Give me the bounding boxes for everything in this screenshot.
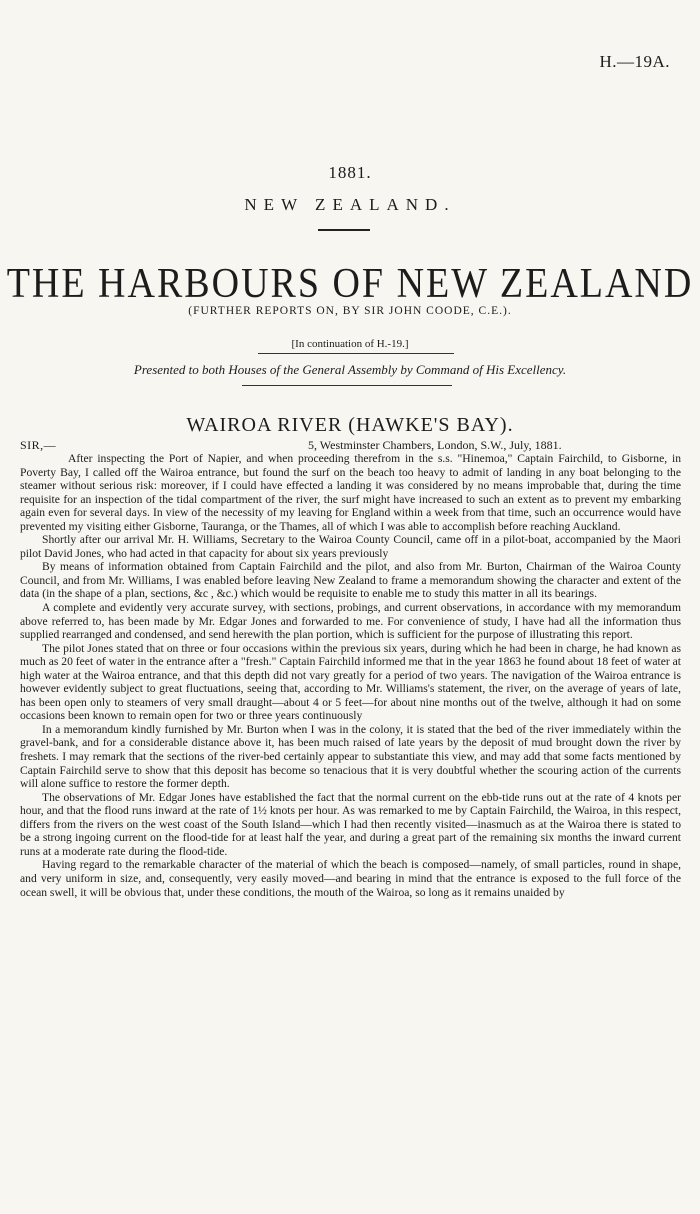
country-heading: NEW ZEALAND. xyxy=(244,195,456,214)
document-subtitle: (FURTHER REPORTS ON, BY SIR JOHN COODE, C.E.). xyxy=(188,305,512,317)
paragraph: By means of information obtained from Captain Fairchild and the pilot, and also from Mr. Burton, Chairman of the Wairoa County Council, and from Mr. Williams, I was enabled before leaving New Zealand to frame a memorandum showing the character and extent of the data (in the shape of a plan, sections, &c , &c.) which would be requisite to enable me to study this matter in all its bearings. xyxy=(20,560,681,601)
divider-upper xyxy=(258,353,454,354)
divider-short xyxy=(318,229,370,231)
section-title: WAIROA RIVER (HAWKE'S BAY). xyxy=(186,414,514,436)
paragraph: The observations of Mr. Edgar Jones have established the fact that the normal current on the ebb-tide runs out at the rate of 4 knots per hour, and that the flood runs inward at the rate of 1½ knots per hour. As was remarked to me by Captain Fairchild, the Wairoa, in this respect, differs from the rivers on the west coast of the South Island—which I had then recently visited—inasmuch as at the Wairoa there is stated to be a strong ingoing current on the flood-tide for at least half the year, and during a great part of the remaining six months the inward current runs at a moderate rate during the flood-tide. xyxy=(20,790,681,858)
page-reference: H.—19A. xyxy=(599,52,670,71)
presented-line: Presented to both Houses of the General Assembly by Command of His Excellency. xyxy=(133,362,567,377)
paragraph: Having regard to the remarkable character of the material of which the beach is composed—namely, of small particles, round in shape, and very uniform in size, and, consequently, very easily moved—and bearing in mind that the entrance is exposed to the full force of the ocean swell, it will be obvious that, under these conditions, the mouth of the Wairoa, so long as it remains unaided by xyxy=(20,858,681,899)
continuation-note: [In continuation of H.-19.] xyxy=(291,338,409,350)
publication-year: 1881. xyxy=(328,163,372,182)
paragraph: Shortly after our arrival Mr. H. Williams, Secretary to the Wairoa County Council, came off in a pilot-boat, accompanied by the Maori pilot David Jones, who had acted in that capacity for about six years previously xyxy=(20,533,681,560)
sender-address: 5, Westminster Chambers, London, S.W., July, 1881. xyxy=(308,438,562,452)
document-title: THE HARBOURS OF NEW ZEALAND xyxy=(6,260,694,308)
divider-lower xyxy=(242,385,452,386)
paragraph: After inspecting the Port of Napier, and when proceeding therefrom in the s.s. "Hinemoa," Captain Fairchild, to Gisborne, in Poverty Bay, I called off the Wairoa entrance, but found the surf on the beach too heavy to admit of landing in any boat belonging to the steamer without serious risk: moreover, if I could have effected a landing it was considered by no means improbable that, during the time requisite for an inspection of the tidal compartment of the river, the surf might have increased to such an extent as to prevent my embarking again even for several days. In view of the necessity of my leaving for England within a week from that time, such an occurrence would have prevented my visiting either Gisborne, Tauranga, or the Thames, all of which I was able to accomplish before reaching Auckland. xyxy=(20,452,681,533)
paragraph: A complete and evidently very accurate survey, with sections, probings, and current observations, in accordance with my memorandum above referred to, has been made by Mr. Edgar Jones and forwarded to me. For convenience of study, I have had all the information thus supplied rearranged and condensed, and send herewith the plan portion, which is sufficient for the purpose of illustrating this report. xyxy=(20,601,681,642)
paragraph: The pilot Jones stated that on three or four occasions within the previous six years, during which he had been in charge, he had known as much as 20 feet of water in the entrance after a "fresh." Captain Fairchild informed me that in the year 1863 he found about 18 feet of water at high water at the Wairoa entrance, and that this depth did not vary greatly for a period of two years. The navigation of the Wairoa entrance is however evidently subject to great fluctuations, seeing that, according to Mr. Williams's statement, the river, on the average of years of late, has been open only to steamers of very small draught—about 4 or 5 feet—for about nine months out of the twelve, although it had on some occasions been known to remain open for two or three years continuously xyxy=(20,641,681,723)
report-body xyxy=(20,452,681,899)
salutation: SIR,— xyxy=(20,438,57,452)
paragraph: In a memorandum kindly furnished by Mr. Burton when I was in the colony, it is stated that the bed of the river immediately within the gravel-bank, and for a considerable distance above it, has been much raised of late years by the deposit of mud brought down the river by freshets. I may remark that the sections of the river-bed certainly appear to substantiate this view, and may add that some facts mentioned by Captain Fairchild serve to show that this deposit has become so tenacious that it is very doubtful whether the scouring action of the currents will alone suffice to restore the former depth. xyxy=(20,722,681,791)
